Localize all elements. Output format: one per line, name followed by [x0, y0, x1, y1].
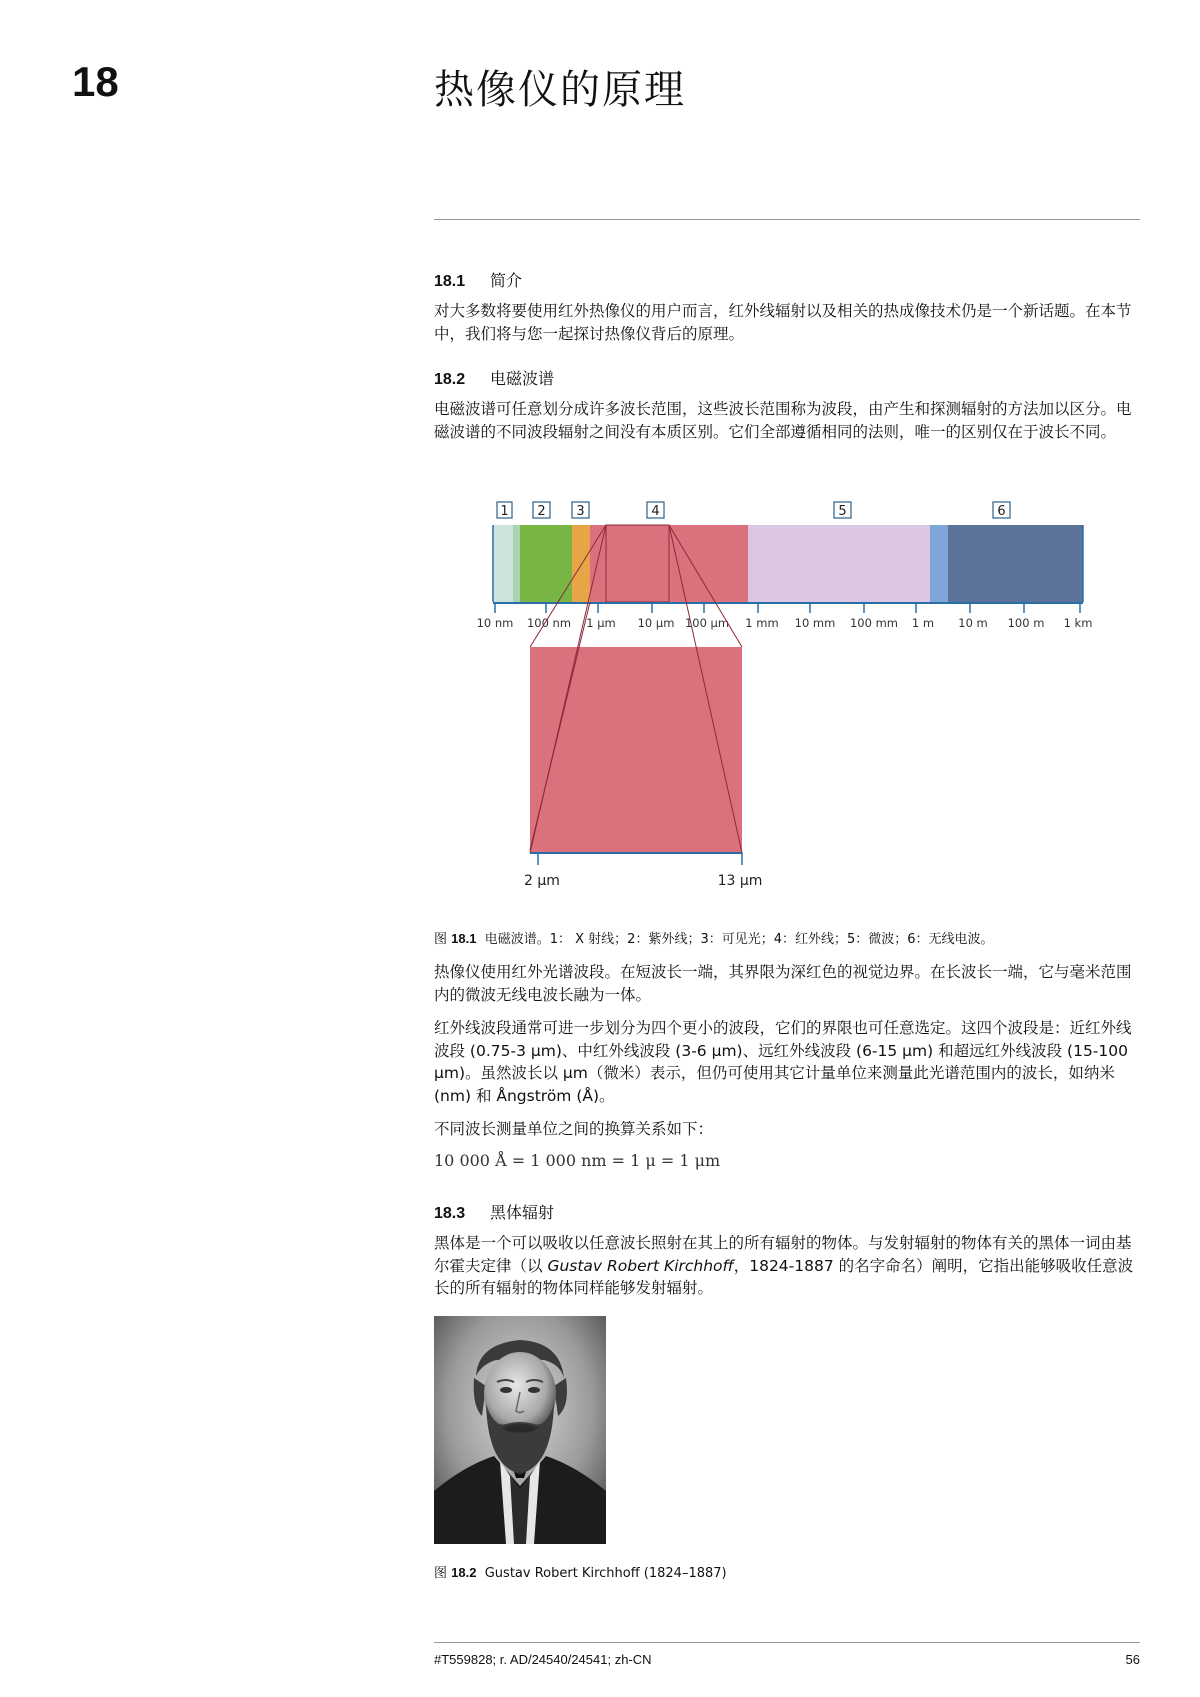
paragraph-conversion: 不同波长测量单位之间的换算关系如下： — [434, 1120, 714, 1138]
tick-label-1mm: 1 mm — [745, 616, 779, 630]
chapter-number: 18 — [72, 58, 119, 105]
tick-label-100mm: 100 mm — [849, 616, 899, 630]
tick-label-1um: 1 µm — [586, 616, 616, 630]
zoom-label-2um: 2 µm — [524, 873, 560, 889]
band-xray — [513, 525, 520, 602]
band-visible — [572, 525, 590, 602]
footer-document-id: #T559828; r. AD/24540/24541; zh-CN — [434, 1652, 652, 1667]
svg-text:5: 5 — [838, 504, 847, 519]
footer-divider — [434, 1642, 1140, 1643]
infrared-zoom-panel — [530, 647, 742, 852]
section-heading-18-3 — [434, 1200, 1134, 1223]
section-heading-18-2 — [434, 366, 1134, 389]
band-label-6 — [993, 502, 1010, 519]
svg-text:3: 3 — [576, 504, 585, 519]
paragraph-subbands: 红外线波段通常可进一步划分为四个更小的波段，它们的界限也可任意选定。这四个波段是：近红外线波段 (0.75-3 µm)、中红外线波段 (3-6 µm)、远红外线波段 (6-15 µm) 和超远红外线波段 (15-100 µm)。虽然波长以 µm（微米）表示，但仍可使用其它计量单位来测量此光谱范围内的波长，如纳米 (nm) 和 Ångström (Å)。 — [434, 1019, 1132, 1105]
tick-label-10m: 10 m — [958, 616, 988, 630]
section-number: 18.2 — [434, 371, 466, 388]
svg-text:6: 6 — [997, 504, 1006, 519]
tick-label-100um: 100 µm — [684, 616, 730, 630]
paragraph-infrared-band: 热像仪使用红外光谱波段。在短波长一端，其界限为深红色的视觉边界。在长波长一端，它与毫米范围内的微波无线电波长融为一体。 — [434, 963, 1132, 1004]
band-radio-light — [930, 525, 948, 602]
paragraph-blackbody: 黑体是一个可以吸收以任意波长照射在其上的所有辐射的物体。与发射辐射的物体有关的黑体一词由基尔霍夫定律（以 Gustav Robert Kirchhoff，1824-1887 的名字命名）阐明，它指出能够吸收任意波长的所有辐射的物体同样能够发射辐射。 — [434, 1234, 1134, 1297]
band-radio — [948, 525, 1083, 602]
tick-label-10nm: 10 nm — [476, 616, 514, 630]
tick-label-1m: 1 m — [911, 616, 935, 630]
band-label-4 — [647, 502, 664, 519]
tick-label-100nm: 100 nm — [526, 616, 572, 630]
section-heading-18-1 — [434, 268, 1134, 291]
band-label-5 — [834, 502, 851, 519]
band-microwave — [748, 525, 930, 602]
chapter-title: 热像仪的原理 — [434, 67, 686, 113]
svg-text:1: 1 — [500, 504, 509, 519]
figure-18-1-caption: 图 18.1 电磁波谱。1： X 射线；2：紫外线；3：可见光；4：红外线；5：微波；6：无线电波。 — [434, 931, 994, 947]
unit-conversion-formula: 10 000 Å = 1 000 nm = 1 μ = 1 μm — [434, 1151, 721, 1170]
svg-text:2: 2 — [537, 504, 546, 519]
band-label-1 — [497, 502, 512, 519]
band-xray-light — [493, 525, 513, 602]
section-title: 电磁波谱 — [490, 369, 555, 388]
kirchhoff-portrait — [434, 1316, 606, 1544]
tick-label-10um: 10 µm — [637, 616, 675, 630]
spectrum-figure — [470, 495, 1120, 895]
tick-label-1km: 1 km — [1063, 616, 1093, 630]
zoom-label-13um: 13 µm — [717, 873, 763, 889]
section-title: 简介 — [490, 271, 523, 290]
axis-ticks — [495, 603, 1080, 613]
section-number: 18.3 — [434, 1205, 466, 1222]
paragraph-intro: 对大多数将要使用红外热像仪的用户而言，红外线辐射以及相关的热成像技术仍是一个新话题。在本节中，我们将与您一起探讨热像仪背后的原理。 — [434, 302, 1132, 343]
band-label-2 — [533, 502, 550, 519]
tick-label-10mm: 10 mm — [794, 616, 836, 630]
band-label-3 — [572, 502, 589, 519]
header-divider — [434, 219, 1140, 220]
band-ultraviolet — [520, 525, 572, 602]
svg-text:4: 4 — [651, 504, 660, 519]
section-title: 黑体辐射 — [490, 1203, 555, 1222]
tick-label-100m: 100 m — [1007, 616, 1045, 630]
section-number: 18.1 — [434, 273, 466, 290]
page-number: 56 — [1125, 1652, 1140, 1667]
figure-18-2-caption: 图 18.2 Gustav Robert Kirchhoff (1824–1887) — [434, 1565, 727, 1581]
paragraph-spectrum: 电磁波谱可任意划分成许多波长范围，这些波长范围称为波段，由产生和探测辐射的方法加以区分。电磁波谱的不同波段辐射之间没有本质区别。它们全部遵循相同的法则，唯一的区别仅在于波长不同。 — [434, 400, 1132, 441]
